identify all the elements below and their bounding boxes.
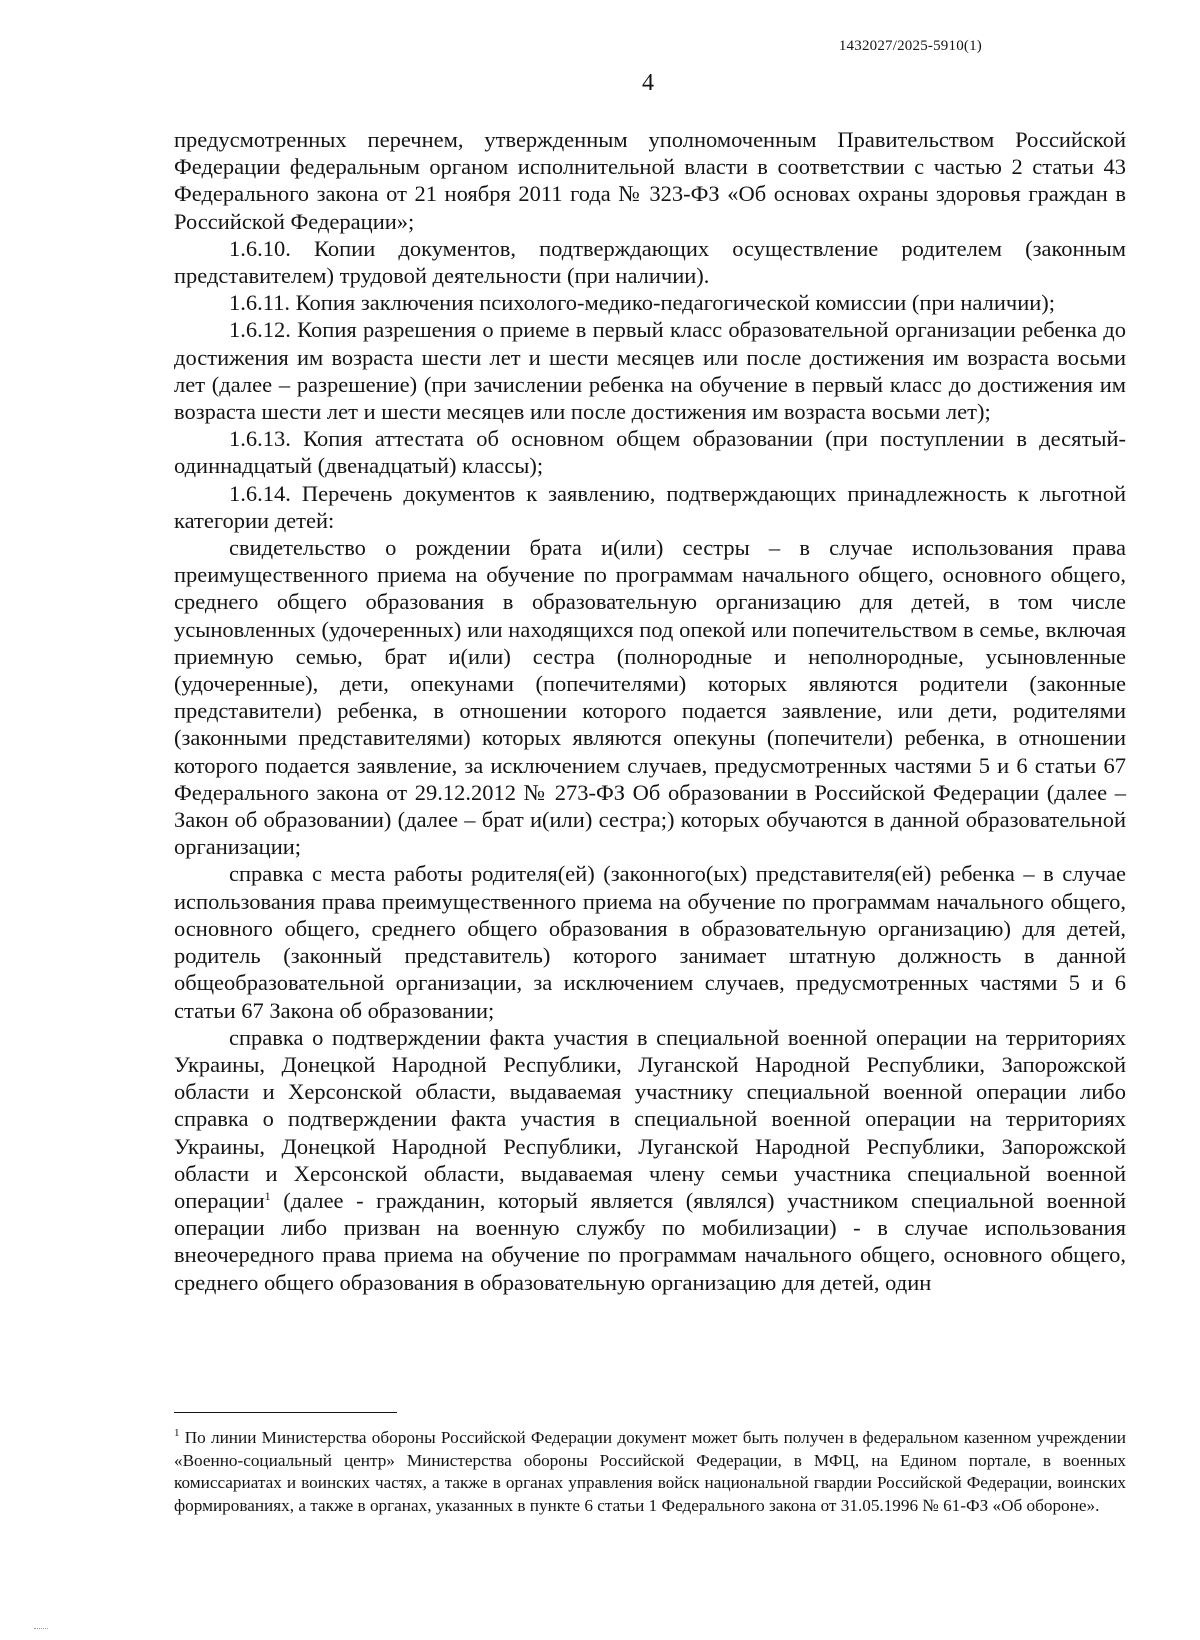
footnote-marker: 1: [174, 1427, 180, 1439]
footnote-separator: [174, 1412, 397, 1413]
paragraph-birth-certificate: свидетельство о рождении брата и(или) сестры – в случае использования права преимущественного приема на обучение по программам начального общего, основного общего, среднего общего образования в образовательную организацию для детей, в том числе усыновленных (удочеренных) или находящихся под опекой или попечительством в семье, включая приемную семью, брат и(или) сестра (полнородные и неполнородные, усыновленные (удочеренные), дети, опекунами (попечителями) которых являются родители (законные представители) ребенка, в отношении которого подается заявление, или дети, родителями (законными представителями) которых являются опекуны (попечители) ребенка, в отношении которого подается заявление, за исключением случаев, предусмотренных частями 5 и 6 статьи 67 Федерального закона от 29.12.2012 № 273-ФЗ Об образовании в Российской Федерации (далее – Закон об образовании) (далее – брат и(или) сестра;) которых обучаются в данной образовательной организации;: [174, 535, 1126, 860]
paragraph-1-6-10: 1.6.10. Копии документов, подтверждающих осуществление родителем (законным представителем) трудовой деятельности (при наличии).: [174, 235, 1126, 289]
paragraph-svo-text-after: (далее - гражданин, который является (являлся) участником специальной военной операции либо призван на военную службу по мобилизации) - в случае использования внеочередного права приема на обучение по программам начального общего, основного общего, среднего общего образования в образовательную организацию для детей, один: [174, 1187, 1126, 1295]
paragraph-1-6-13: 1.6.13. Копия аттестата об основном общем образовании (при поступлении в десятый-одиннадцатый (двенадцатый) классы);: [174, 426, 1126, 479]
scan-artifact-mark: [34, 1628, 48, 1631]
footnote-text: По линии Министерства обороны Российской Федерации документ может быть получен в федеральном казенном учреждении «Военно-социальный центр» Министерства обороны Российской Федерации, в МФЦ, на Едином портале, в военных комиссариатах и воинских частях, а также в органах управления войск национальной гвардии Российской Федерации, воинских формированиях, а также в органах, указанных в пункте 6 статьи 1 Федерального закона от 31.05.1996 № 61-ФЗ «Об обороне».: [174, 1428, 1126, 1515]
document-registration-number: 1432027/2025-5910(1): [838, 38, 982, 54]
paragraph-1-6-12: 1.6.12. Копия разрешения о приеме в первый класс образовательной организации ребенка до достижения им возраста шести лет и шести месяцев или после достижения им возраста восьми лет (далее – разрешение) (при зачислении ребенка на обучение в первый класс до достижения им возраста шести лет и шести месяцев или после достижения им возраста восьми лет);: [174, 317, 1126, 425]
page-number: 4: [642, 70, 654, 96]
paragraph-svo-text-before: справка о подтверждении факта участия в специальной военной операции на территориях Украины, Донецкой Народной Республики, Луганской Народной Республики, Запорожской области и Херсонской области, выдаваемая участнику специальной военной операции либо справка о подтверждении факта участия в специальной военной операции на территориях Украины, Донецкой Народной Республики, Луганской Народной Республики, Запорожской области и Херсонской области, выдаваемая члену семьи участника специальной военной операции: [174, 1024, 1126, 1213]
document-body: [174, 126, 1126, 1296]
footnote-reference: 1: [264, 1188, 271, 1203]
paragraph-employment-certificate: справка с места работы родителя(ей) (законного(ых) представителя(ей) ребенка – в случае использования права преимущественного приема на обучение по программам начального общего, основного общего, среднего общего образования в образовательную организацию) для детей, родитель (законный представитель) которого занимает штатную должность в данной общеобразовательной организации, за исключением случаев, предусмотренных частями 5 и 6 статьи 67 Закона об образовании;: [174, 861, 1126, 1023]
paragraph-continuation: предусмотренных перечнем, утвержденным уполномоченным Правительством Российской Федерации федеральным органом исполнительной власти в соответствии с частью 2 статьи 43 Федерального закона от 21 ноября 2011 года № 323-ФЗ «Об основах охраны здоровья граждан в Российской Федерации»;: [174, 127, 1126, 234]
footnote: [174, 1427, 1126, 1517]
paragraph-1-6-11: 1.6.11. Копия заключения психолого-медико-педагогической комиссии (при наличии);: [229, 290, 1056, 316]
paragraph-svo-certificate: [174, 1024, 1126, 1296]
paragraph-1-6-14: 1.6.14. Перечень документов к заявлению, подтверждающих принадлежность к льготной категории детей:: [174, 480, 1126, 533]
